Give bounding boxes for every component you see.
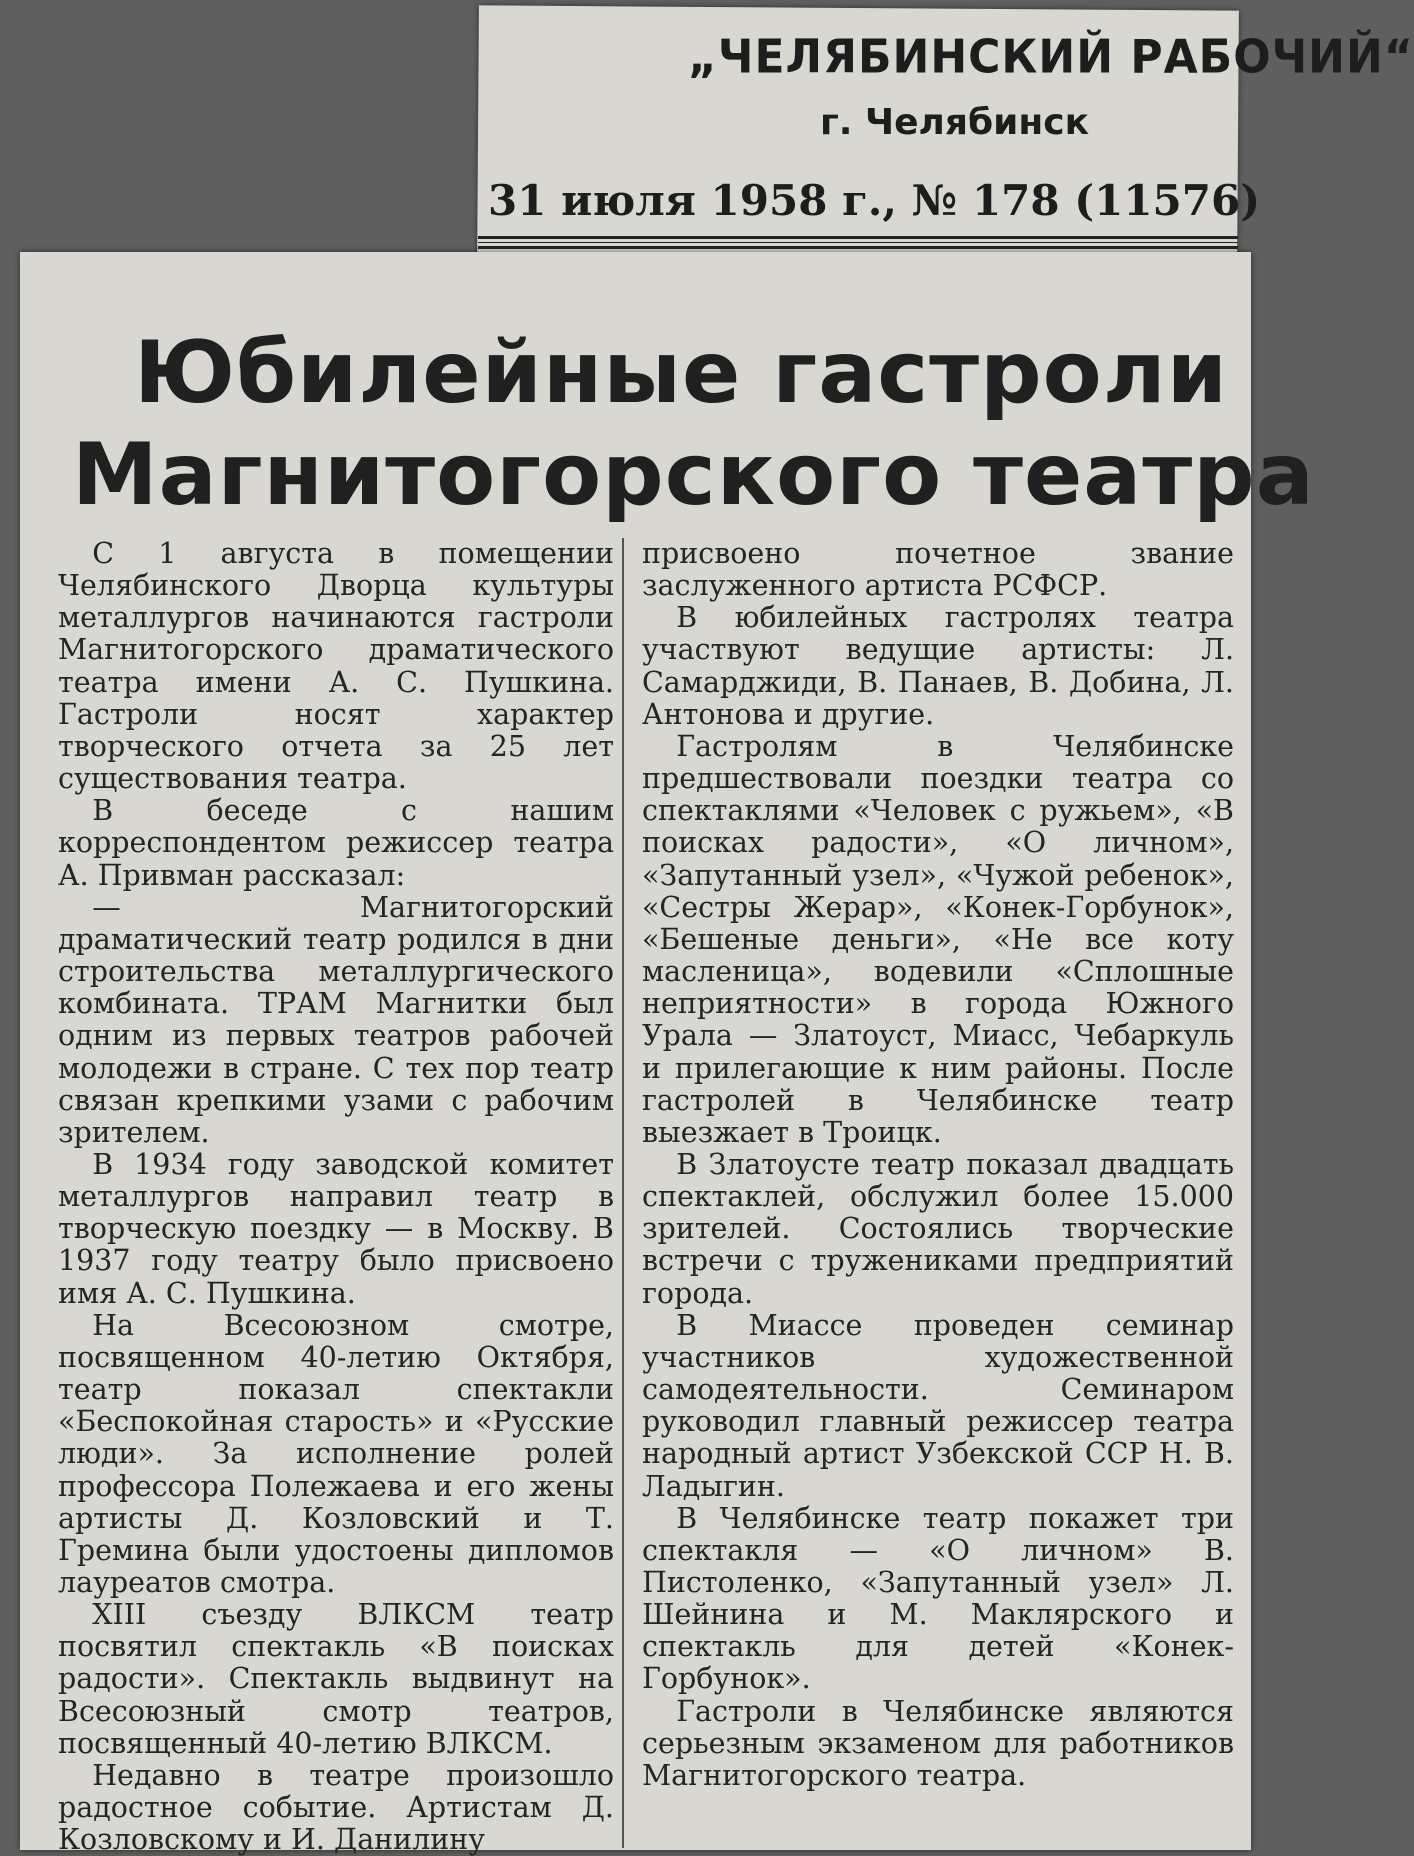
article-paragraph: В юбилейных гастролях театра участвуют ведущие артисты: Л. Самарджиди, В. Панаев, В. Добина, Л. Антонова и другие. [642, 601, 1234, 731]
headline-line-2: Магнитогорского театра [72, 425, 1315, 525]
article-paragraph: Недавно в театре произошло радостное событие. Артистам Д. Козловскому и И. Данилину [58, 1758, 614, 1856]
article-paragraph: В 1934 году заводской комитет металлургов направил театр в творческую поездку — в Москву. В 1937 году театру было присвоено имя А. С. Пушкина. [58, 1147, 614, 1310]
article-paragraph: В беседе с нашим корреспондентом режиссер театра А. Привман рассказал: [58, 794, 614, 892]
article-headline [72, 322, 1315, 526]
article-paragraph: С 1 августа в помещении Челябинского Дворца культуры металлургов начинаются гастроли Магнитогорского драматического театра имени А. С. Пушкина. Гастроли носят характер творческого отчета за 25 лет существования театра. [58, 537, 614, 796]
article-paragraph: Гастролям в Челябинске предшествовали поездки театра со спектаклями «Человек с ружьем», «В поисках радости», «О личном», «Запутанный узел», «Чужой ребенок», «Сестры Жерар», «Конек-Горбунок», «Бешеные деньги», «Не все коту масленица», водевили «Сплошные неприятности» в города Южного Урала — Златоуст, Миасс, Чебаркуль и прилегающие к ним районы. После гастролей в Челябинске театр выезжает в Троицк. [642, 729, 1234, 1149]
masthead-rule [478, 236, 1238, 239]
masthead-rule [478, 242, 1238, 243]
newspaper-city: г. Челябинск [820, 102, 1090, 143]
article-paragraph: В Челябинске театр покажет три спектакля — «О личном» В. Пистоленко, «Запутанный узел» Л. Шейнина и М. Маклярского и спектакль для детей «Конек-Горбунок». [642, 1501, 1234, 1696]
issue-date-number: 31 июля 1958 г., № 178 (11576) [488, 176, 1261, 225]
article-paragraph: XIII съезду ВЛКСМ театр посвятил спектакль «В поисках радости». Спектакль выдвинут на Всесоюзный смотр театров, посвященный 40-летию ВЛКСМ. [58, 1598, 614, 1760]
article-paragraph: В Миассе проведен семинар участников художественной самодеятельности. Семинаром руководил главный режиссер театра народный артист Узбекской ССР Н. В. Ладыгин. [642, 1308, 1234, 1503]
article-paragraph: Гастроли в Челябинске являются серьезным экзаменом для работников Магнитогорского театра. [642, 1694, 1234, 1792]
article-paragraph: На Всесоюзном смотре, посвященном 40-летию Октября, театр показал спектакли «Беспокойная старость» и «Русские люди». За исполнение ролей профессора Полежаева и его жены артисты Д. Козловский и Т. Гремина были удостоены дипломов лауреатов смотра. [58, 1308, 614, 1599]
column-divider [622, 538, 624, 1848]
masthead-rule [478, 246, 1238, 249]
article-column-left [58, 538, 614, 1856]
article-paragraph: присвоено почетное звание заслуженного артиста РСФСР. [642, 537, 1234, 603]
article-column-right [642, 538, 1234, 1792]
newspaper-masthead [478, 18, 1414, 248]
article-paragraph: В Златоусте театр показал двадцать спектаклей, обслужил более 15.000 зрителей. Состоялись творческие встречи с тружениками предприятий города. [642, 1147, 1234, 1310]
article-paragraph: — Магнитогорский драматический театр родился в дни строительства металлургического комбината. ТРАМ Магнитки был одним из первых театров рабочей молодежи в стране. С тех пор театр связан крепкими узами с рабочим зрителем. [58, 890, 614, 1149]
newspaper-name: „ЧЕЛЯБИНСКИЙ РАБОЧИЙ“ [688, 30, 1414, 85]
headline-line-1: Юбилейные гастроли [134, 323, 1228, 423]
